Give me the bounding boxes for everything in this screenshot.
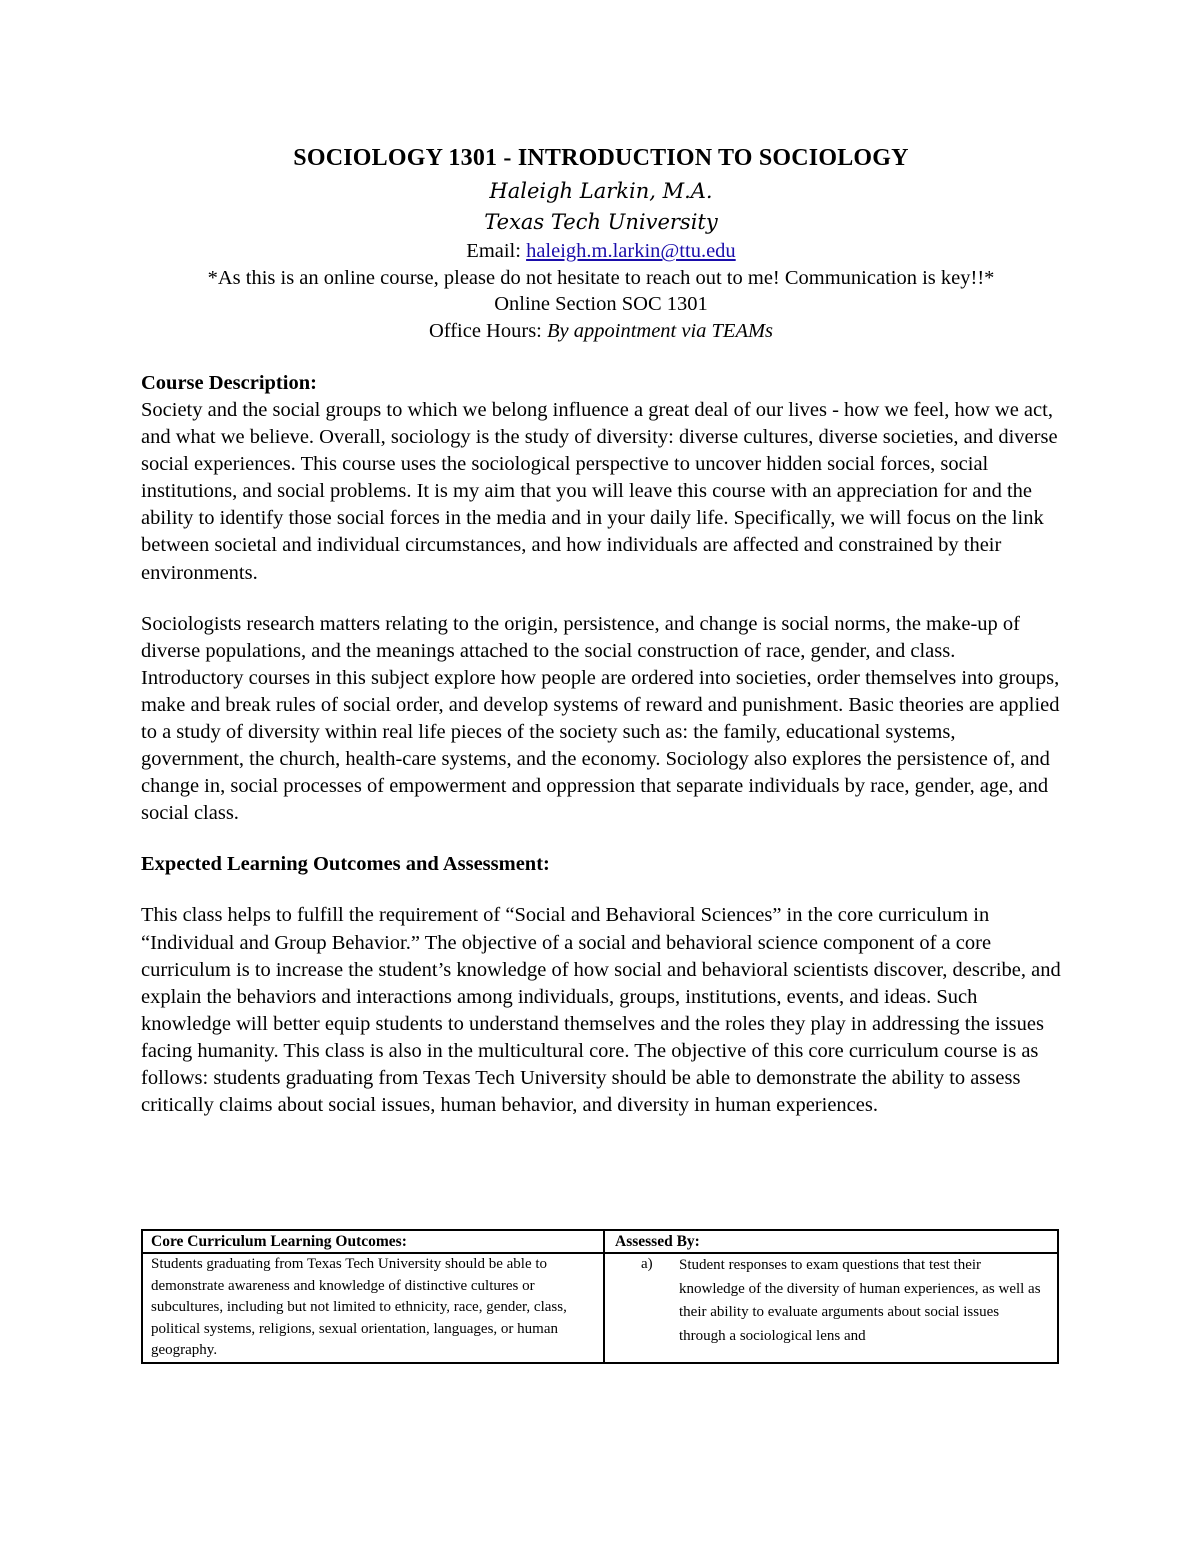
office-hours-label: Office Hours: <box>428 319 547 342</box>
email-line <box>141 238 1061 265</box>
assessed-by-header <box>604 1230 1058 1253</box>
section-line: Online Section SOC 1301 <box>494 293 708 315</box>
course-description-paragraph-1: Society and the social groups to which we belong influence a great deal of our lives - how we feel, how we act, and what we believe. Overall, sociology is the study of diversity: diverse cultures, diverse societies, and diverse social experiences. This course uses the sociological perspective to uncover hidden social forces, social institutions, and social problems. It is my aim that you will leave this course with an appreciation for and the ability to identify those social forces in the media and in your daily life. Specifically, we will focus on the link between societal and individual circumstances, and how individuals are affected and constrained by their environments. <box>141 399 1058 584</box>
core-outcomes-header: Core Curriculum Learning Outcomes: <box>142 1230 604 1253</box>
outcomes-table <box>141 1229 1059 1364</box>
assessed-by-header-label: Assessed By: <box>615 1233 700 1250</box>
assessment-cell <box>604 1253 1058 1363</box>
learning-outcomes-paragraph: This class helps to fulfill the requirement of “Social and Behavioral Sciences” in the core curriculum in “Individual and Group Behavior.” The objective of a social and behavioral science component of a core curriculum is to increase the student’s knowledge of how social and behavioral scientists discover, describe, and explain the behaviors and interactions among individuals, groups, institutions, events, and ideas. Such knowledge will better equip students to understand themselves and the roles they play in addressing the issues facing humanity. This class is also in the multicultural core. The objective of this core curriculum course is as follows: students graduating from Texas Tech University should be able to demonstrate the ability to assess critically claims about social issues, human behavior, and diversity in human experiences. <box>141 904 1061 1117</box>
core-outcome-cell: Students graduating from Texas Tech University should be able to demonstrate awareness and knowledge of distinctive cultures or subcultures, including but not limited to ethnicity, race, gender, class, political systems, religions, sexual orientation, languages, or human geography. <box>142 1253 604 1363</box>
assessment-item <box>613 1254 1049 1348</box>
office-hours-line <box>141 318 1061 345</box>
course-description-paragraph-2: Sociologists research matters relating to the origin, persistence, and change is social norms, the make-up of diverse populations, and the meanings attached to the social construction of race, gender, and class. Introductory courses in this subject explore how people are ordered into societies, order themselves into groups, make and break rules of social order, and develop systems of reward and punishment. Basic theories are applied to a study of diversity within real life pieces of the society such as: the family, educational systems, government, the church, health-care systems, and the economy. Sociology also explores the persistence of, and change in, social processes of empowerment and oppression that separate individuals by race, gender, age, and social class. <box>141 612 1060 825</box>
learning-outcomes-heading: Expected Learning Outcomes and Assessment: <box>141 853 550 876</box>
course-title: SOCIOLOGY 1301 - INTRODUCTION TO SOCIOLOGY <box>293 145 909 171</box>
syllabus-page <box>141 140 1061 1119</box>
university-name: Texas Tech University <box>484 210 718 234</box>
office-hours-value: By appointment via TEAMs <box>547 319 774 342</box>
table-row <box>142 1253 1058 1363</box>
email-link[interactable]: haleigh.m.larkin@ttu.edu <box>526 240 736 262</box>
instructor-name: Haleigh Larkin, M.A. <box>489 179 713 203</box>
course-description-heading: Course Description: <box>141 372 317 394</box>
assessment-text: Student responses to exam questions that test their knowledge of the diversity of human experiences, as well as their ability to evaluate arguments about social issues through a sociological lens and <box>679 1257 1041 1344</box>
communication-note: *As this is an online course, please do not hesitate to reach out to me! Communication is key!!* <box>207 266 995 289</box>
email-label: Email: <box>466 240 527 262</box>
assessment-marker: a) <box>641 1256 653 1272</box>
table-header-row <box>142 1230 1058 1253</box>
